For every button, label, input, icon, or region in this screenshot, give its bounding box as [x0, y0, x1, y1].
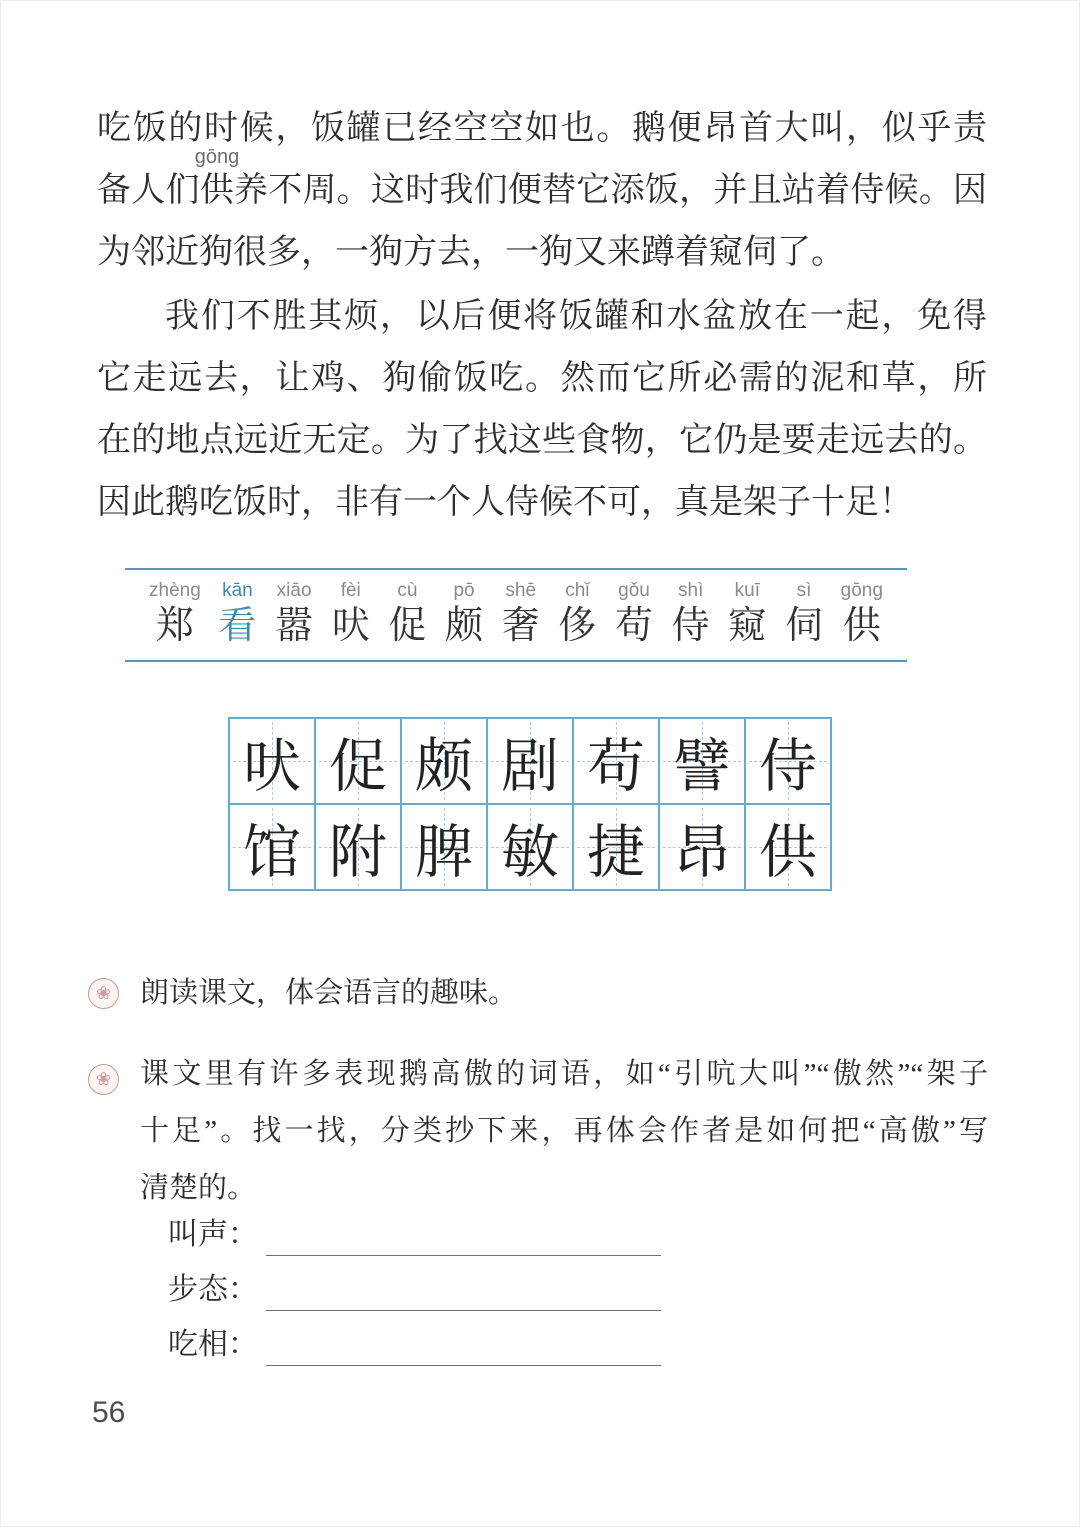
exercise-1: [140, 968, 988, 1018]
pinyin-entry: [331, 580, 371, 650]
page-number: 56: [92, 1396, 126, 1429]
pinyin-entry: [557, 580, 597, 650]
new-characters-pinyin-box: [125, 568, 907, 662]
pinyin-entry: [274, 580, 314, 650]
pinyin-label: pō: [453, 580, 475, 601]
character: 促: [388, 605, 427, 647]
character: 苟: [615, 605, 654, 647]
paragraph-2-line-3: 在的地点远近无定。为了找这些食物，它仍是要走远去的。: [97, 422, 987, 459]
grid-cell: [574, 805, 660, 891]
grid-cell: [230, 719, 316, 805]
paragraph-1: [97, 98, 987, 284]
grid-cell: [316, 719, 402, 805]
fill-in-label: 吃相：: [168, 1328, 258, 1361]
grid-character: 附: [328, 820, 387, 885]
pinyin-label: chǐ: [565, 580, 590, 601]
pinyin-entry: [387, 580, 427, 650]
grid-character: 吠: [242, 734, 301, 799]
pinyin-label: cù: [397, 580, 418, 601]
character: 看: [218, 605, 257, 647]
grid-character: 捷: [586, 820, 645, 885]
character: 郑: [155, 605, 194, 647]
pinyin-ruby-annotation: gōng: [194, 146, 240, 168]
character: 伺: [784, 605, 823, 647]
pinyin-label: xiāo: [276, 580, 312, 601]
ornament-seal-icon: ❀: [88, 978, 119, 1009]
pinyin-label: shì: [678, 580, 704, 601]
grid-cell: [660, 805, 746, 891]
grid-cell: [316, 805, 402, 891]
grid-cell: [746, 805, 832, 891]
grid-character: 馆: [242, 820, 301, 885]
pinyin-entry-highlighted: [217, 580, 257, 650]
blank-underline: [266, 1266, 661, 1311]
grid-cell: [488, 719, 574, 805]
pinyin-label: kān: [222, 580, 253, 601]
pinyin-label: shē: [505, 580, 537, 601]
paragraph-2-line-4: 因此鹅吃饭时，非有一个人侍候不可，真是架子十足！: [97, 484, 913, 521]
ornament-seal-icon: ❀: [88, 1064, 119, 1095]
paragraph-1-line-3: 为邻近狗很多，一狗方去，一狗又来蹲着窥伺了。: [97, 234, 845, 271]
pinyin-entry: [671, 580, 711, 650]
character: 侍: [671, 605, 710, 647]
character: 供: [842, 605, 881, 647]
pinyin-label: gǒu: [618, 580, 650, 601]
character: 颇: [445, 605, 484, 647]
character: 奢: [501, 605, 540, 647]
grid-cell: [660, 719, 746, 805]
grid-cell: [574, 719, 660, 805]
character: 吠: [331, 605, 370, 647]
pinyin-label: sì: [796, 580, 812, 601]
grid-character: 促: [328, 734, 387, 799]
grid-cell: [488, 805, 574, 891]
grid-character: 苟: [586, 734, 645, 799]
pinyin-label: fèi: [340, 580, 361, 601]
fill-in-row-eating: [168, 1320, 661, 1366]
paragraph-1-line-1: 吃饭的时候，饭罐已经空空如也。鹅便昂首大叫，似乎责: [97, 110, 987, 147]
exercise-2-line-3: 清楚的。: [140, 1172, 257, 1204]
pinyin-entry: [841, 580, 883, 650]
grid-cell: [746, 719, 832, 805]
grid-character: 昂: [672, 820, 731, 885]
grid-character: 颇: [414, 734, 473, 799]
grid-cell: [402, 805, 488, 891]
blank-underline: [266, 1211, 661, 1256]
exercise-2-line-2: 十足”。找一找，分类抄下来，再体会作者是如何把“高傲”写: [140, 1115, 988, 1147]
grid-character: 脾: [414, 820, 473, 885]
paragraph-1-line-2: 备人们供养不周。这时我们便替它添饭，并且站着侍候。因: [97, 172, 987, 209]
fill-in-label: 叫声：: [168, 1218, 258, 1251]
pinyin-entry: [784, 580, 824, 650]
fill-in-label: 步态：: [168, 1273, 258, 1306]
character: 嚣: [275, 605, 314, 647]
paragraph-2-line-2: 它走远去，让鸡、狗偷饭吃。然而它所必需的泥和草，所: [97, 360, 987, 397]
blank-underline: [266, 1321, 661, 1366]
character: 侈: [558, 605, 597, 647]
paragraph-2: [97, 286, 987, 534]
grid-character: 侍: [758, 734, 817, 799]
pinyin-entry: [501, 580, 541, 650]
fill-in-row-gait: [168, 1265, 661, 1311]
grid-character: 敏: [500, 820, 559, 885]
exercise-2-line-1: 课文里有许多表现鹅高傲的词语，如“引吭大叫”“傲然”“架子: [140, 1058, 988, 1090]
paragraph-2-line-1: 我们不胜其烦，以后便将饭罐和水盆放在一起，免得: [165, 298, 987, 335]
pinyin-label: gōng: [840, 580, 883, 601]
pinyin-entry: [149, 580, 201, 650]
exercise-2: [140, 1046, 988, 1217]
pinyin-entry: [727, 580, 767, 650]
writing-practice-grid: [228, 717, 832, 891]
grid-cell: [402, 719, 488, 805]
pinyin-entry: [444, 580, 484, 650]
grid-character: 供: [758, 820, 817, 885]
character: 窥: [728, 605, 767, 647]
fill-in-row-call: [168, 1210, 661, 1256]
pinyin-label: kuī: [734, 580, 761, 601]
grid-character: 譬: [672, 734, 731, 799]
grid-cell: [230, 805, 316, 891]
pinyin-entry: [614, 580, 654, 650]
grid-character: 剧: [500, 734, 559, 799]
pinyin-label: zhèng: [149, 580, 201, 601]
exercise-1-line-1: 朗读课文，体会语言的趣味。: [140, 977, 518, 1009]
